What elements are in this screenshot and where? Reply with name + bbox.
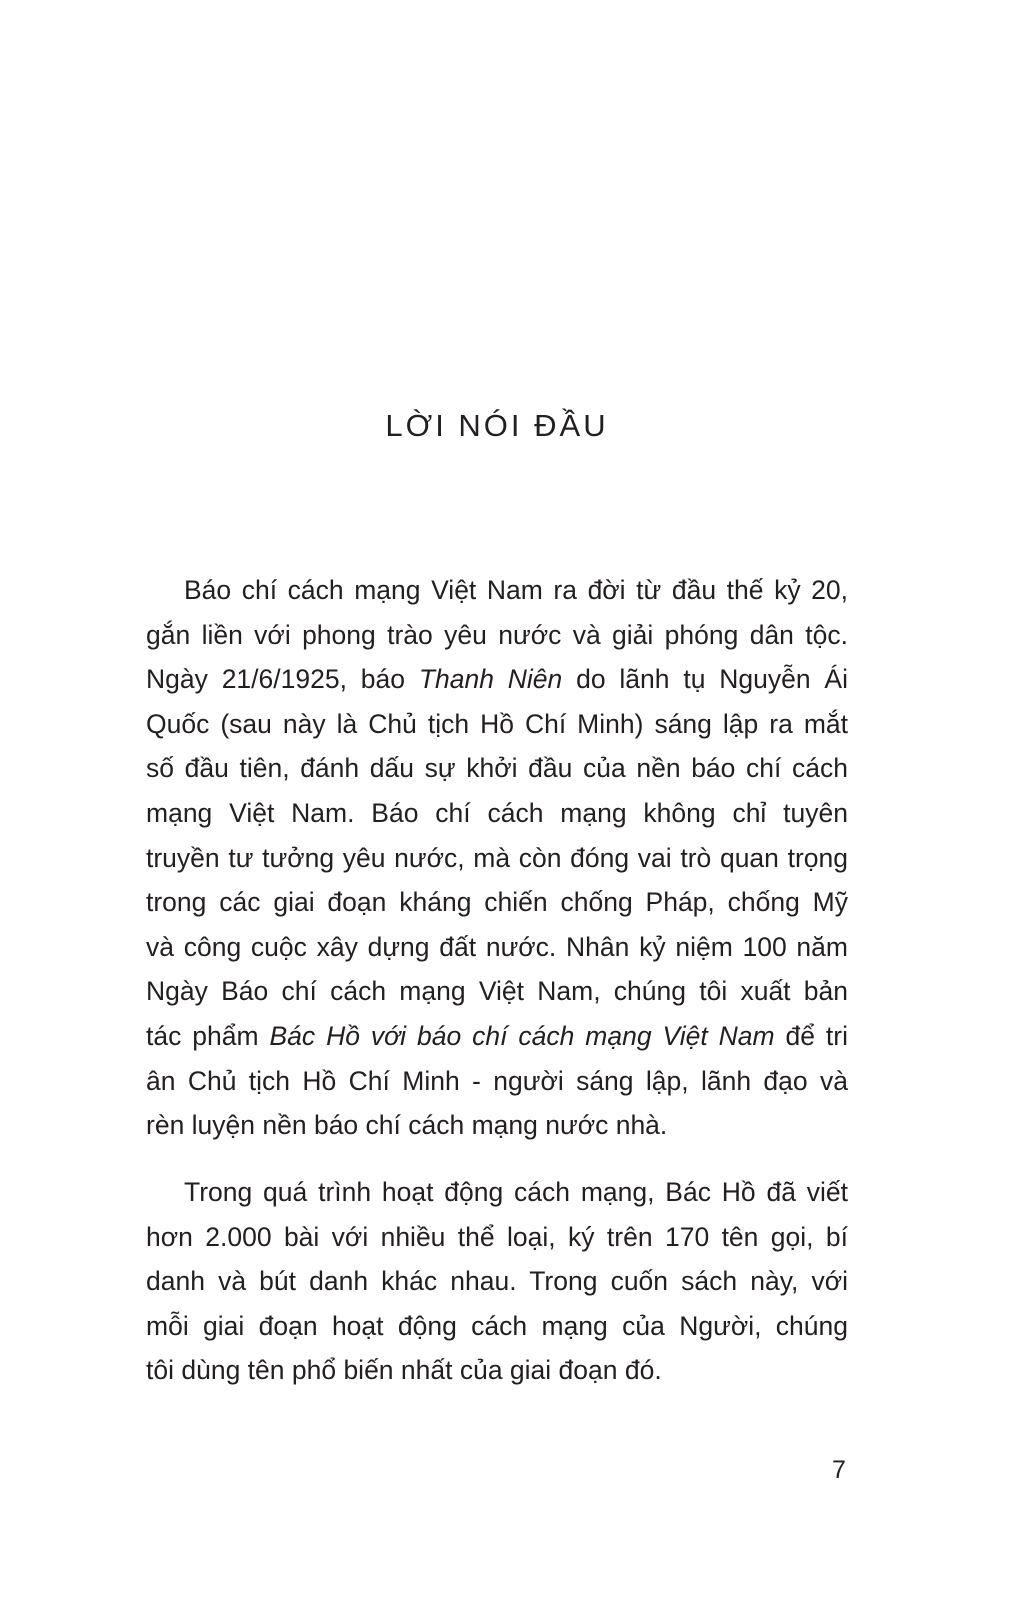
- text-segment: truyền tư tưởng yêu nước, mà còn đóng vai trò quan trọng: [146, 842, 848, 873]
- text-line: [146, 1348, 848, 1393]
- text-segment: Ngày 21/6/1925, báo: [146, 664, 419, 695]
- text-segment: Báo chí cách mạng Việt Nam ra đời từ đầu thế kỷ 20,: [184, 575, 848, 605]
- text-segment: Quốc (sau này là Chủ tịch Hồ Chí Minh) sáng lập ra mắt: [146, 708, 848, 739]
- text-line: [146, 657, 848, 702]
- text-line: [146, 568, 848, 613]
- text-segment: và công cuộc xây dựng đất nước. Nhân kỷ niệm 100 năm: [146, 931, 848, 962]
- page-number: 7: [832, 1456, 846, 1484]
- text-line: [146, 880, 848, 925]
- text-line: [146, 836, 848, 881]
- text-segment: gắn liền với phong trào yêu nước và giải phóng dân tộc.: [146, 619, 848, 650]
- text-line: [146, 1014, 848, 1059]
- text-segment: tác phẩm: [146, 1020, 270, 1051]
- text-segment: do lãnh tụ Nguyễn Ái: [562, 664, 848, 695]
- paragraph-2: [146, 1170, 848, 1393]
- text-segment: số đầu tiên, đánh dấu sự khởi đầu của nền báo chí cách: [146, 753, 848, 784]
- text-line: [146, 1059, 848, 1104]
- text-segment: mạng Việt Nam. Báo chí cách mạng không chỉ tuyên: [146, 797, 848, 828]
- text-segment: rèn luyện nền báo chí cách mạng nước nhà.: [146, 1110, 668, 1141]
- text-line: [146, 925, 848, 970]
- text-line: [146, 613, 848, 658]
- text-segment: Trong quá trình hoạt động cách mạng, Bác Hồ đã viết: [184, 1177, 848, 1207]
- text-line: [146, 1304, 848, 1349]
- paragraph-1: [146, 568, 848, 1148]
- text-line: [146, 702, 848, 747]
- text-line: [146, 1170, 848, 1215]
- text-line: [146, 1215, 848, 1260]
- text-segment: Ngày Báo chí cách mạng Việt Nam, chúng tôi xuất bản: [146, 976, 848, 1007]
- text-line: [146, 969, 848, 1014]
- text-segment: hơn 2.000 bài với nhiều thể loại, ký trên 170 tên gọi, bí: [146, 1221, 848, 1252]
- text-segment: mỗi giai đoạn hoạt động cách mạng của Người, chúng: [146, 1310, 848, 1341]
- page-title: LỜI NÓI ĐẦU: [385, 408, 609, 443]
- text-line: [146, 791, 848, 836]
- text-segment: trong các giai đoạn kháng chiến chống Pháp, chống Mỹ: [146, 887, 848, 918]
- italic-title-text: Thanh Niên: [418, 664, 563, 695]
- text-line: [146, 746, 848, 791]
- text-segment: ân Chủ tịch Hồ Chí Minh - người sáng lập, lãnh đạo và: [146, 1065, 848, 1096]
- text-segment: danh và bút danh khác nhau. Trong cuốn sách này, với: [146, 1266, 848, 1297]
- text-line: [146, 1259, 848, 1304]
- text-segment: tôi dùng tên phổ biến nhất của giai đoạn đó.: [146, 1355, 662, 1386]
- italic-title-text: Bác Hồ với báo chí cách mạng Việt Nam: [269, 1020, 775, 1051]
- text-segment: để tri: [774, 1020, 848, 1051]
- text-line: [146, 1103, 848, 1148]
